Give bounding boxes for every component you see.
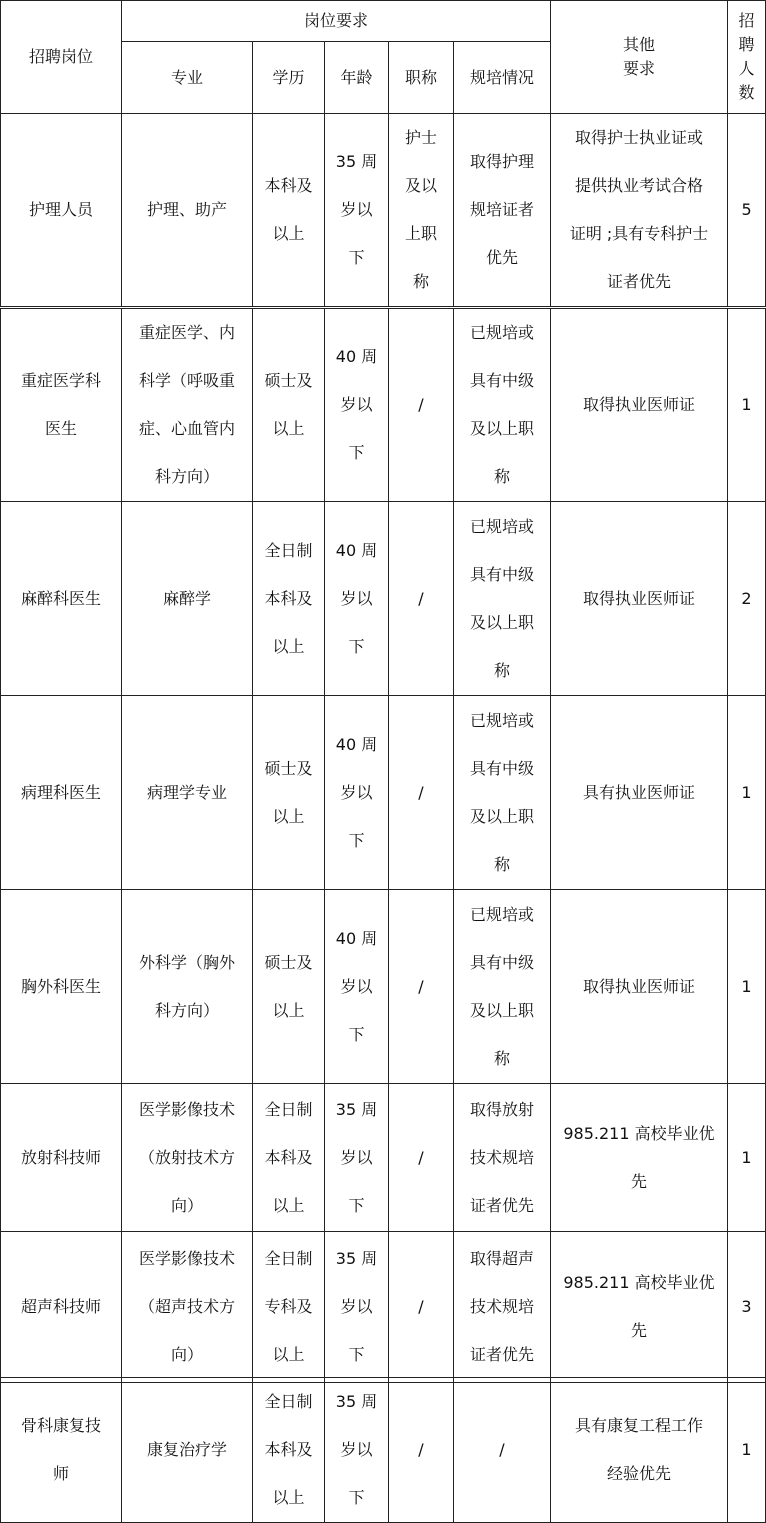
header-title: 职称 — [389, 42, 454, 114]
cell-major: 外科学（胸外 科方向） — [122, 890, 253, 1084]
body-table-last — [0, 1377, 766, 1523]
cell-education: 硕士及 以上 — [253, 309, 325, 502]
cell-education: 全日制 本科及 以上 — [253, 502, 325, 696]
cell-other: 985.211 高校毕业优 先 — [551, 1232, 728, 1383]
cell-major: 医学影像技术 （放射技术方 向） — [122, 1084, 253, 1232]
cell-other: 取得执业医师证 — [551, 890, 728, 1084]
cell-age: 40 周 岁以 下 — [325, 696, 389, 890]
cell-position: 重症医学科 医生 — [1, 309, 122, 502]
cell-education: 硕士及 以上 — [253, 696, 325, 890]
cell-title: / — [389, 309, 454, 502]
cell-training: 已规培或 具有中级 及以上职 称 — [454, 890, 551, 1084]
table-row — [1, 890, 766, 1084]
cell-training: 取得护理 规培证者 优先 — [454, 114, 551, 307]
cell-age: 40 周 岁以 下 — [325, 309, 389, 502]
cell-position: 护理人员 — [1, 114, 122, 307]
header-age: 年龄 — [325, 42, 389, 114]
header-major: 专业 — [122, 42, 253, 114]
table-row — [1, 1378, 766, 1523]
cell-title: / — [389, 1084, 454, 1232]
header-other: 其他 要求 — [551, 1, 728, 114]
table-row — [1, 502, 766, 696]
cell-age: 40 周 岁以 下 — [325, 502, 389, 696]
cell-position: 胸外科医生 — [1, 890, 122, 1084]
cell-major: 病理学专业 — [122, 696, 253, 890]
cell-other: 985.211 高校毕业优 先 — [551, 1084, 728, 1232]
cell-training: / — [454, 1378, 551, 1523]
cell-title: / — [389, 1232, 454, 1383]
cell-position: 超声科技师 — [1, 1232, 122, 1383]
header-education: 学历 — [253, 42, 325, 114]
cell-education: 全日制 本科及 以上 — [253, 1084, 325, 1232]
body-table-main — [0, 308, 766, 1383]
header-requirements-group: 岗位要求 — [122, 1, 551, 42]
cell-age: 35 周 岁以 下 — [325, 1084, 389, 1232]
cell-other: 取得护士执业证或 提供执业考试合格 证明 ;具有专科护士 证者优先 — [551, 114, 728, 307]
cell-count: 1 — [728, 309, 766, 502]
cell-training: 已规培或 具有中级 及以上职 称 — [454, 696, 551, 890]
cell-training: 已规培或 具有中级 及以上职 称 — [454, 502, 551, 696]
table-row — [1, 309, 766, 502]
cell-count: 1 — [728, 1084, 766, 1232]
cell-count: 1 — [728, 1378, 766, 1523]
cell-education: 硕士及 以上 — [253, 890, 325, 1084]
cell-count: 5 — [728, 114, 766, 307]
cell-age: 35 周 岁以 下 — [325, 1232, 389, 1383]
cell-title: 护士 及以 上职 称 — [389, 114, 454, 307]
cell-other: 取得执业医师证 — [551, 309, 728, 502]
header-table — [0, 0, 766, 307]
cell-age: 35 周 岁以 下 — [325, 1378, 389, 1523]
cell-major: 医学影像技术 （超声技术方 向） — [122, 1232, 253, 1383]
table-row — [1, 696, 766, 890]
cell-education: 全日制 专科及 以上 — [253, 1232, 325, 1383]
cell-count: 1 — [728, 696, 766, 890]
cell-major: 麻醉学 — [122, 502, 253, 696]
cell-position: 麻醉科医生 — [1, 502, 122, 696]
cell-title: / — [389, 1378, 454, 1523]
cell-training: 取得超声 技术规培 证者优先 — [454, 1232, 551, 1383]
cell-major: 重症医学、内 科学（呼吸重 症、心血管内 科方向） — [122, 309, 253, 502]
cell-position: 放射科技师 — [1, 1084, 122, 1232]
cell-age: 35 周 岁以 下 — [325, 114, 389, 307]
cell-title: / — [389, 696, 454, 890]
cell-training: 已规培或 具有中级 及以上职 称 — [454, 309, 551, 502]
cell-major: 康复治疗学 — [122, 1378, 253, 1523]
cell-education: 全日制 本科及 以上 — [253, 1378, 325, 1523]
cell-education: 本科及 以上 — [253, 114, 325, 307]
cell-major: 护理、助产 — [122, 114, 253, 307]
cell-count: 2 — [728, 502, 766, 696]
cell-training: 取得放射 技术规培 证者优先 — [454, 1084, 551, 1232]
cell-position: 病理科医生 — [1, 696, 122, 890]
header-training: 规培情况 — [454, 42, 551, 114]
cell-other: 具有康复工程工作 经验优先 — [551, 1378, 728, 1523]
cell-other: 具有执业医师证 — [551, 696, 728, 890]
cell-age: 40 周 岁以 下 — [325, 890, 389, 1084]
cell-count: 1 — [728, 890, 766, 1084]
table-row — [1, 1084, 766, 1232]
cell-title: / — [389, 502, 454, 696]
cell-count: 3 — [728, 1232, 766, 1383]
table-row — [1, 114, 766, 307]
header-count: 招 聘 人 数 — [728, 1, 766, 114]
cell-position: 骨科康复技 师 — [1, 1378, 122, 1523]
header-position: 招聘岗位 — [1, 1, 122, 114]
cell-other: 取得执业医师证 — [551, 502, 728, 696]
cell-title: / — [389, 890, 454, 1084]
table-row — [1, 1232, 766, 1383]
